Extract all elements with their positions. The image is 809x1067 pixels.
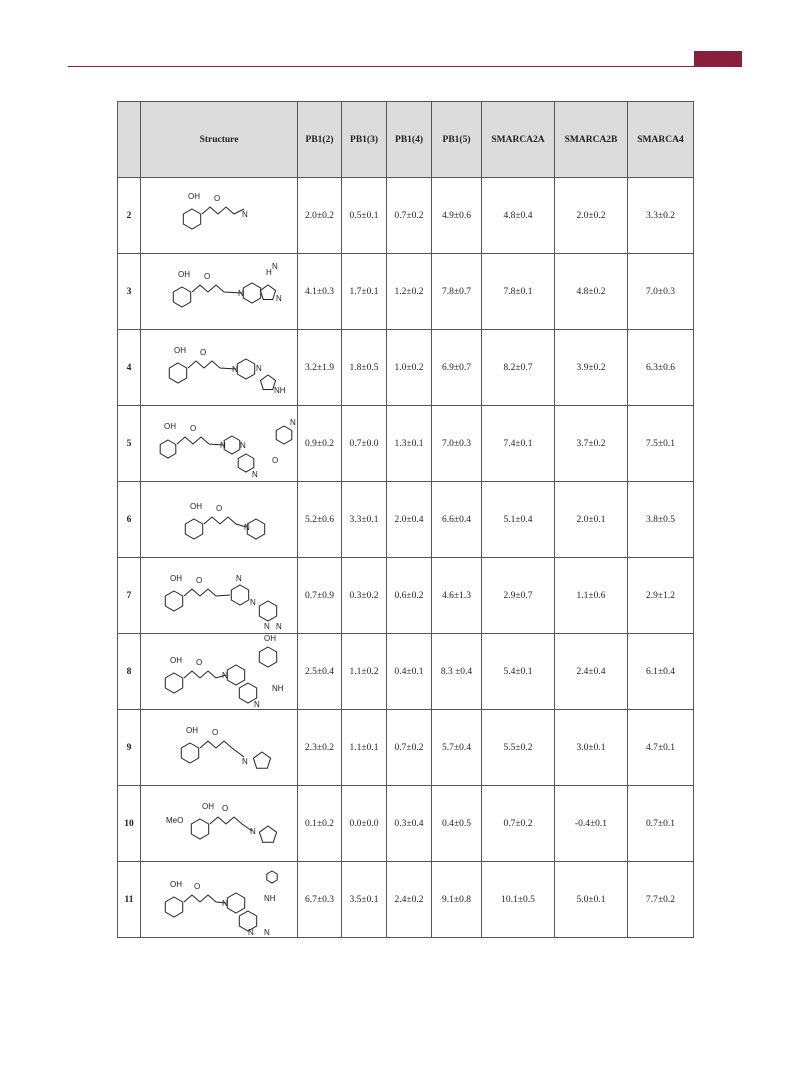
six-membered-ring	[243, 283, 260, 303]
value-smarca2a: 5.4±0.1	[482, 634, 555, 710]
five-membered-ring	[259, 826, 276, 842]
value-pb1-2: 3.2±1.9	[298, 330, 342, 406]
six-membered-ring	[247, 519, 264, 539]
value-smarca2a: 0.7±0.2	[482, 786, 555, 862]
column-header-smarca2a: SMARCA2A	[482, 102, 555, 178]
atom-label: N	[290, 417, 296, 427]
value-pb1-4: 0.6±0.2	[387, 558, 432, 634]
structure-cell	[141, 710, 298, 786]
value-pb1-5: 4.9±0.6	[432, 178, 482, 254]
atom-label: OH	[190, 501, 202, 511]
value-pb1-5: 6.9±0.7	[432, 330, 482, 406]
value-smarca4: 7.0±0.3	[628, 254, 694, 330]
compound-number: 8	[118, 634, 141, 710]
atom-label: OH	[170, 879, 182, 889]
five-membered-ring	[253, 752, 270, 768]
value-smarca2b: 2.0±0.2	[555, 178, 628, 254]
column-header-compound	[118, 102, 141, 178]
atom-label: N	[272, 261, 278, 271]
atom-label: O	[272, 455, 279, 465]
value-pb1-5: 5.7±0.4	[432, 710, 482, 786]
six-membered-ring	[227, 893, 244, 913]
six-membered-ring	[160, 440, 176, 458]
value-pb1-3: 0.3±0.2	[342, 558, 387, 634]
value-pb1-3: 1.1±0.1	[342, 710, 387, 786]
compound-number: 2	[118, 178, 141, 254]
header-rule	[68, 66, 742, 67]
value-smarca2b: 2.0±0.1	[555, 482, 628, 558]
value-smarca4: 6.3±0.6	[628, 330, 694, 406]
value-smarca2b: 2.4±0.4	[555, 634, 628, 710]
structure-cell	[141, 558, 298, 634]
value-smarca2b: 4.8±0.2	[555, 254, 628, 330]
value-pb1-5: 4.6±1.3	[432, 558, 482, 634]
column-header-smarca2b: SMARCA2B	[555, 102, 628, 178]
value-smarca2b: 5.0±0.1	[555, 862, 628, 938]
table-row	[118, 786, 694, 862]
value-pb1-3: 1.1±0.2	[342, 634, 387, 710]
atom-label: OH	[170, 655, 182, 665]
value-pb1-2: 0.7±0.9	[298, 558, 342, 634]
value-pb1-3: 3.5±0.1	[342, 862, 387, 938]
table-row	[118, 254, 694, 330]
value-smarca2a: 5.1±0.4	[482, 482, 555, 558]
atom-label: OH	[174, 345, 186, 355]
value-smarca2a: 7.4±0.1	[482, 406, 555, 482]
six-membered-ring	[227, 665, 244, 685]
atom-label: N	[248, 927, 254, 937]
atom-label: O	[194, 881, 201, 891]
chemical-structure	[144, 179, 294, 253]
atom-label: OH	[202, 801, 214, 811]
table-row	[118, 178, 694, 254]
value-smarca4: 6.1±0.4	[628, 634, 694, 710]
value-smarca2b: -0.4±0.1	[555, 786, 628, 862]
compound-number: 7	[118, 558, 141, 634]
bond-chain	[200, 741, 244, 757]
chemical-structure	[144, 635, 294, 709]
six-membered-ring	[276, 426, 292, 444]
structure-cell	[141, 786, 298, 862]
table-row	[118, 862, 694, 938]
atom-label: N	[264, 621, 270, 631]
atom-label: NH	[274, 385, 286, 395]
atom-label: O	[222, 803, 229, 813]
six-membered-ring	[169, 363, 186, 383]
value-pb1-2: 0.9±0.2	[298, 406, 342, 482]
compound-number: 5	[118, 406, 141, 482]
value-pb1-3: 3.3±0.1	[342, 482, 387, 558]
structure-cell	[141, 482, 298, 558]
table-row	[118, 710, 694, 786]
table-row	[118, 558, 694, 634]
atom-label: N	[252, 469, 258, 479]
atom-label: OH	[186, 725, 198, 735]
chemical-structure	[144, 331, 294, 405]
bond-chain	[202, 207, 244, 214]
atom-label: O	[214, 193, 221, 203]
compound-number: 6	[118, 482, 141, 558]
five-membered-ring	[260, 285, 275, 300]
six-membered-ring	[165, 673, 182, 693]
structure-cell	[141, 330, 298, 406]
atom-label: N	[254, 699, 260, 709]
value-smarca4: 7.7±0.2	[628, 862, 694, 938]
chemical-structure	[144, 255, 294, 329]
value-pb1-4: 0.3±0.4	[387, 786, 432, 862]
bond-chain	[177, 437, 223, 445]
column-header-smarca4: SMARCA4	[628, 102, 694, 178]
value-smarca2a: 4.8±0.4	[482, 178, 555, 254]
six-membered-ring	[173, 287, 190, 307]
header-row	[118, 102, 694, 178]
value-smarca4: 3.8±0.5	[628, 482, 694, 558]
column-header-pb1-3: PB1(3)	[342, 102, 387, 178]
atom-label: N	[244, 522, 250, 532]
value-pb1-3: 0.7±0.0	[342, 406, 387, 482]
value-smarca2a: 2.9±0.7	[482, 558, 555, 634]
atom-label: N	[236, 573, 242, 583]
atom-label: O	[212, 727, 219, 737]
bond-chain	[184, 671, 226, 678]
atom-label: N	[222, 670, 228, 680]
value-smarca2b: 1.1±0.6	[555, 558, 628, 634]
chemical-structure	[144, 863, 294, 937]
value-pb1-4: 1.2±0.2	[387, 254, 432, 330]
six-membered-ring	[224, 436, 240, 454]
value-pb1-4: 0.7±0.2	[387, 178, 432, 254]
atom-label: O	[204, 271, 211, 281]
compound-number: 9	[118, 710, 141, 786]
chemical-structure	[144, 483, 294, 557]
value-pb1-2: 0.1±0.2	[298, 786, 342, 862]
value-pb1-2: 6.7±0.3	[298, 862, 342, 938]
value-pb1-3: 1.8±0.5	[342, 330, 387, 406]
bond-chain	[184, 589, 230, 596]
atom-label: N	[250, 826, 256, 836]
value-pb1-5: 7.8±0.7	[432, 254, 482, 330]
six-membered-ring	[185, 519, 202, 539]
atom-label: N	[220, 440, 226, 450]
column-header-pb1-2: PB1(2)	[298, 102, 342, 178]
value-pb1-2: 2.5±0.4	[298, 634, 342, 710]
atom-label: N	[264, 927, 270, 937]
six-membered-ring	[267, 871, 277, 883]
value-pb1-5: 0.4±0.5	[432, 786, 482, 862]
value-smarca2b: 3.9±0.2	[555, 330, 628, 406]
six-membered-ring	[181, 743, 198, 763]
atom-label: O	[196, 657, 203, 667]
atom-label: O	[190, 423, 197, 433]
value-smarca2a: 7.8±0.1	[482, 254, 555, 330]
structure-cell	[141, 178, 298, 254]
value-smarca4: 0.7±0.1	[628, 786, 694, 862]
value-smarca2a: 5.5±0.2	[482, 710, 555, 786]
bond-chain	[210, 817, 252, 831]
compound-number: 4	[118, 330, 141, 406]
six-membered-ring	[183, 209, 200, 229]
bond-chain	[204, 517, 246, 527]
value-smarca2b: 3.0±0.1	[555, 710, 628, 786]
value-pb1-5: 7.0±0.3	[432, 406, 482, 482]
atom-label: N	[276, 621, 282, 631]
value-smarca2a: 8.2±0.7	[482, 330, 555, 406]
atom-label: N	[242, 756, 248, 766]
header-tab	[694, 51, 742, 67]
column-header-pb1-4: PB1(4)	[387, 102, 432, 178]
value-pb1-5: 9.1±0.8	[432, 862, 482, 938]
value-pb1-3: 0.0±0.0	[342, 786, 387, 862]
bond-chain	[192, 285, 242, 293]
bond-chain	[184, 895, 226, 903]
results-table	[117, 101, 694, 938]
six-membered-ring	[259, 601, 276, 621]
atom-label: OH	[264, 633, 276, 643]
column-header-structure: Structure	[141, 102, 298, 178]
value-pb1-2: 5.2±0.6	[298, 482, 342, 558]
structure-cell	[141, 406, 298, 482]
value-pb1-4: 1.3±0.1	[387, 406, 432, 482]
atom-label: OH	[170, 573, 182, 583]
value-pb1-3: 1.7±0.1	[342, 254, 387, 330]
six-membered-ring	[259, 647, 276, 667]
value-smarca4: 2.9±1.2	[628, 558, 694, 634]
value-smarca4: 3.3±0.2	[628, 178, 694, 254]
compound-number: 11	[118, 862, 141, 938]
atom-label: N	[238, 288, 244, 298]
value-pb1-4: 0.7±0.2	[387, 710, 432, 786]
atom-label: O	[216, 503, 223, 513]
value-pb1-5: 6.6±0.4	[432, 482, 482, 558]
six-membered-ring	[191, 819, 208, 839]
six-membered-ring	[165, 897, 182, 917]
chemical-structure	[144, 559, 294, 633]
atom-label: OH	[178, 269, 190, 279]
atom-label: N	[222, 898, 228, 908]
six-membered-ring	[165, 591, 182, 611]
structure-cell	[141, 862, 298, 938]
chemical-structure	[144, 407, 294, 481]
compound-number: 3	[118, 254, 141, 330]
atom-label: OH	[164, 421, 176, 431]
value-pb1-2: 2.0±0.2	[298, 178, 342, 254]
value-smarca2a: 10.1±0.5	[482, 862, 555, 938]
chemical-structure	[144, 711, 294, 785]
atom-label: N	[276, 293, 282, 303]
value-smarca2b: 3.7±0.2	[555, 406, 628, 482]
atom-label: N	[242, 209, 248, 219]
value-pb1-3: 0.5±0.1	[342, 178, 387, 254]
atom-label: N	[250, 597, 256, 607]
atom-label: H	[266, 267, 272, 277]
value-pb1-2: 2.3±0.2	[298, 710, 342, 786]
value-smarca4: 4.7±0.1	[628, 710, 694, 786]
atom-label: N	[240, 440, 246, 450]
bond-chain	[188, 361, 236, 369]
atom-label: OH	[188, 191, 200, 201]
chemical-structure	[144, 787, 294, 861]
table-row	[118, 634, 694, 710]
structure-cell	[141, 254, 298, 330]
atom-label: O	[196, 575, 203, 585]
atom-label: MeO	[166, 815, 184, 825]
table-row	[118, 406, 694, 482]
structure-cell	[141, 634, 298, 710]
value-pb1-2: 4.1±0.3	[298, 254, 342, 330]
value-pb1-4: 2.0±0.4	[387, 482, 432, 558]
value-pb1-4: 0.4±0.1	[387, 634, 432, 710]
six-membered-ring	[231, 585, 248, 605]
atom-label: N	[256, 363, 262, 373]
six-membered-ring	[237, 359, 254, 379]
table-row	[118, 330, 694, 406]
value-pb1-5: 8.3 ±0.4	[432, 634, 482, 710]
value-pb1-4: 2.4±0.2	[387, 862, 432, 938]
value-smarca4: 7.5±0.1	[628, 406, 694, 482]
atom-label: NH	[272, 683, 284, 693]
table-row	[118, 482, 694, 558]
atom-label: NH	[264, 893, 276, 903]
compound-number: 10	[118, 786, 141, 862]
column-header-pb1-5: PB1(5)	[432, 102, 482, 178]
atom-label: O	[200, 347, 207, 357]
atom-label: N	[232, 364, 238, 374]
value-pb1-4: 1.0±0.2	[387, 330, 432, 406]
